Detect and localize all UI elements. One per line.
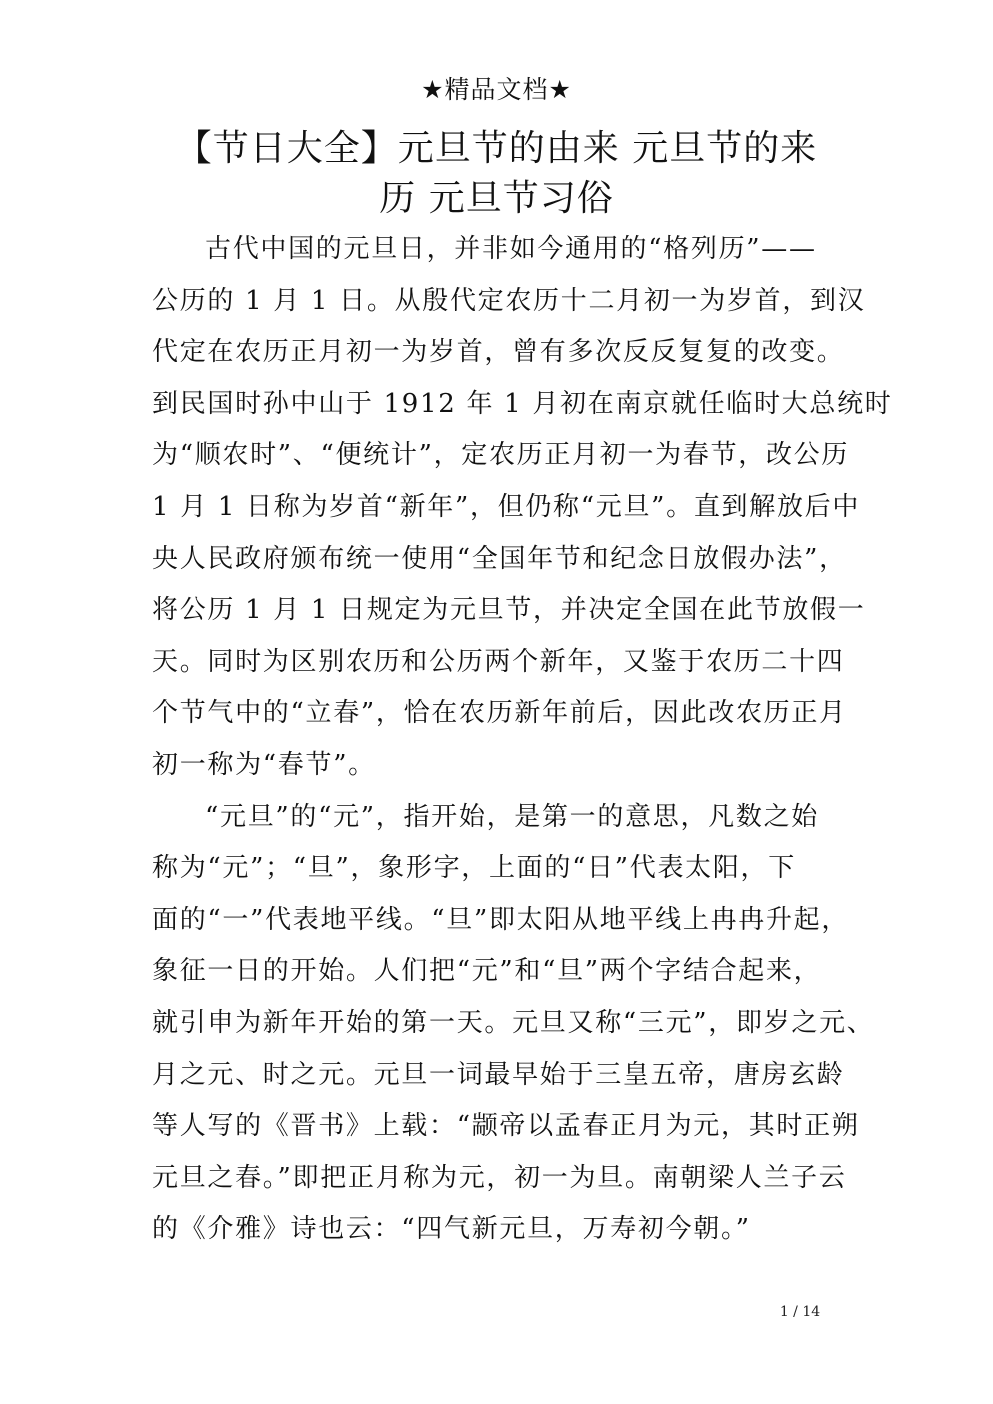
text-line: 公历的 1 月 1 日。从殷代定农历十二月初一为岁首，到汉: [152, 285, 866, 316]
text-line: 元旦之春。”即把正月称为元，初一为旦。南朝梁人兰子云: [152, 1162, 847, 1193]
paragraph-meaning: [152, 792, 875, 1256]
text-line: 天。同时为区别农历和公历两个新年，又鉴于农历二十四: [152, 646, 845, 677]
star-icon: ★: [421, 75, 445, 104]
text-line: 央人民政府颁布统一使用“全国年节和纪念日放假办法”，: [152, 543, 847, 574]
text-line: “元旦”的“元”，指开始，是第一的意思，凡数之始: [205, 801, 819, 832]
text-line: 面的“一”代表地平线。“旦”即太阳从地平线上冉冉升起，: [152, 904, 850, 935]
document-body: [152, 224, 893, 1256]
text-line: 月之元、时之元。元旦一词最早始于三皇五帝，唐房玄龄: [152, 1059, 845, 1090]
star-icon: ★: [548, 75, 572, 104]
text-line: 象征一日的开始。人们把“元”和“旦”两个字结合起来，: [152, 956, 822, 987]
text-line: 个节气中的“立春”，恰在农历新年前后，因此改农历正月: [152, 698, 847, 729]
text-line: 就引申为新年开始的第一天。元旦又称“三元”，即岁之元、: [152, 1007, 875, 1038]
text-line: 为“顺农时”、“便统计”，定农历正月初一为春节，改公历: [152, 440, 850, 471]
text-line: 将公历 1 月 1 日规定为元旦节，并决定全国在此节放假一: [152, 595, 866, 626]
paragraph-origin: [152, 224, 893, 792]
header-label: 精品文档: [444, 75, 549, 104]
text-line: 称为“元”；“旦”，象形字，上面的“日”代表太阳，下: [152, 853, 796, 884]
text-line: 的《介雅》诗也云：“四气新元旦，万寿初今朝。”: [152, 1214, 751, 1245]
title-line-2: 历 元旦节习俗: [379, 178, 614, 219]
page-header: [0, 72, 993, 108]
text-line: 1 月 1 日称为岁首“新年”，但仍称“元旦”。直到解放后中: [152, 491, 861, 522]
text-line: 古代中国的元旦日，并非如今通用的“格列历”——: [205, 234, 817, 264]
text-line: 到民国时孙中山于 1912 年 1 月初在南京就任临时大总统时: [152, 388, 893, 419]
page-number: 1 / 14: [779, 1304, 821, 1320]
text-line: 等人写的《晋书》上载：“颛帝以孟春正月为元，其时正朔: [152, 1111, 860, 1142]
title-line-1: 【节日大全】元旦节的由来 元旦节的来: [175, 128, 818, 169]
document-title: [150, 124, 843, 224]
text-line: 初一称为“春节”。: [152, 749, 376, 780]
text-line: 代定在农历正月初一为岁首，曾有多次反反复复的改变。: [152, 337, 845, 368]
